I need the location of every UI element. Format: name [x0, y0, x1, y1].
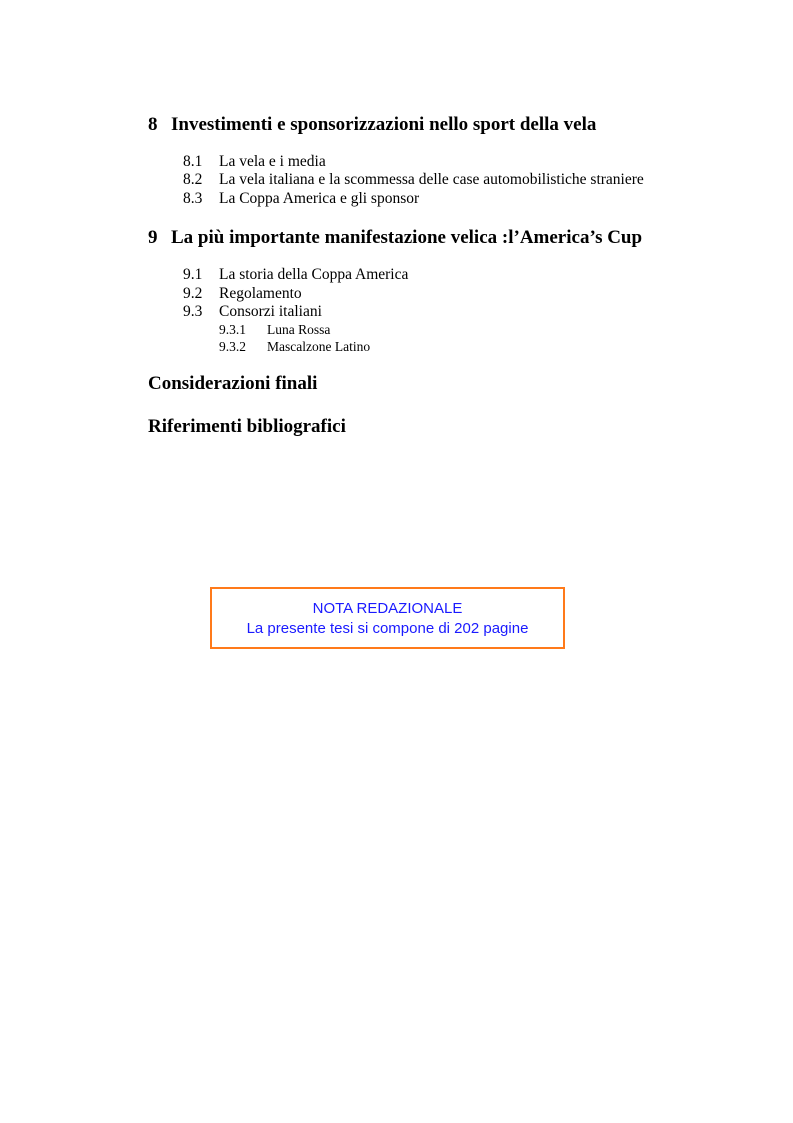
section-number: 8.3	[183, 190, 203, 207]
section-number: 8.1	[183, 153, 203, 170]
editorial-note-box	[210, 587, 565, 649]
section-title: Consorzi italiani	[219, 303, 322, 320]
section-title: La vela e i media	[219, 153, 326, 170]
subsection-number: 9.3.1	[219, 322, 246, 337]
toc-subsection-9-3-2	[219, 339, 370, 355]
toc-chapter-8	[148, 114, 596, 136]
toc-subsection-9-3-1	[219, 322, 330, 338]
subsection-title: Luna Rossa	[267, 322, 331, 337]
toc-section-9-1	[183, 266, 408, 284]
toc-section-8-1	[183, 153, 326, 171]
chapter-number: 8	[148, 114, 158, 135]
chapter-title: Investimenti e sponsorizzazioni nello sport della vela	[171, 114, 597, 135]
section-title: La Coppa America e gli sponsor	[219, 190, 420, 207]
toc-final-considerations: Considerazioni finali	[148, 373, 318, 394]
chapter-title: La più importante manifestazione velica :l’America’s Cup	[171, 227, 643, 248]
section-number: 9.3	[183, 303, 203, 320]
toc-section-8-3	[183, 190, 419, 208]
section-number: 9.2	[183, 285, 203, 302]
toc-section-8-2	[183, 171, 644, 189]
section-title: Regolamento	[219, 285, 302, 302]
note-text: La presente tesi si compone di 202 pagine	[246, 620, 529, 637]
toc-chapter-9	[148, 227, 642, 249]
subsection-title: Mascalzone Latino	[267, 339, 371, 354]
toc-section-9-3	[183, 303, 322, 321]
chapter-number: 9	[148, 227, 158, 248]
toc-bibliography: Riferimenti bibliografici	[148, 416, 346, 437]
section-title: La vela italiana e la scommessa delle case automobilistiche straniere	[219, 171, 644, 188]
subsection-number: 9.3.2	[219, 339, 246, 354]
note-heading: NOTA REDAZIONALE	[312, 600, 463, 617]
section-title: La storia della Coppa America	[219, 266, 409, 283]
section-number: 9.1	[183, 266, 203, 283]
section-number: 8.2	[183, 171, 203, 188]
toc-section-9-2	[183, 285, 302, 303]
